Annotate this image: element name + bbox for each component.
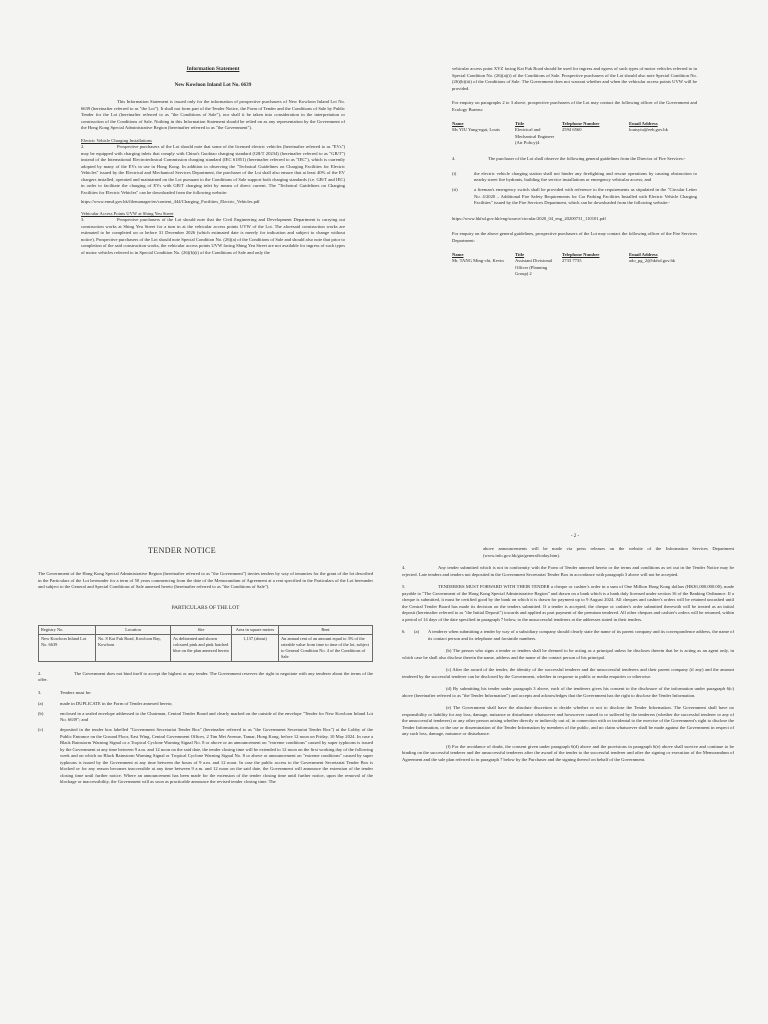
para-number: 2.	[38, 670, 42, 676]
item-text: deposited in the tender box labelled "Government Secretariat Tender Box" (hereinafter referred to as "the Government Secretariat Tender Box") at the Lobby of the Public Entrance on the Ground Floor, East Wing, Central Government Offices, 2 Tim Mei Avenue, Tamar, Hong Kong, before 12 noon on Friday, 10 May 2024. In case a Black Rainstorm Warning Signal or a Tropical Cyclone Warning Signal No. 8 or above or an announcement on "extreme conditions" caused by super typhoons is issued by the Government at any time between 9 a.m. and 12 noon on the said date, the tender closing time will be extended to 12 noon on the first working day of the following week and on which no Black Rainstorm Warning Signal or Tropical Cyclone Warning Signal No. 8 or above or announcement on "extreme conditions" caused by super typhoons is issued by the Government at any time between the hours of 9 a.m. and 12 noon. In case the public access to the Government Secretariat Tender Box is blocked or for any reason becomes inaccessible at any time between 9 a.m. and 12 noon on the said date, the Government will announce the extension of the tender closing time until further notice. Where an announcement has been made for the extension of the tender closing time until further notice, upon the removal of the blockage or inaccessibility, the Government will as soon as practicable announce the revised tender closing time. The	[60, 727, 373, 785]
item-number: (b)	[446, 648, 452, 653]
item-text: enclosed in a sealed envelope addressed to the Chairman, Central Tender Board and clearly marked on the outside of the envelope "Tender for New Kowloon Inland Lot No. 6639"; and	[60, 710, 373, 723]
item-number: (e)	[446, 705, 452, 710]
col-site: Site	[171, 625, 232, 634]
para-number: 4.	[402, 565, 406, 570]
col-email: Email Address	[629, 121, 658, 126]
top-para-2	[81, 144, 345, 196]
contact-name: Mr. TANG Ming-chi, Kevin	[452, 258, 504, 264]
access-continued: vehicular access point XYZ facing Kai Fuk Road should be used for ingress and egress of such types of motor vehicles referred to in Special Condition No. (26)(a)(i) of the Conditions of Sale. Prospective purchasers of the Lot should also note Special Condition No. (26)(b)(iii) of the Conditions of Sale. The Government does not warrant whether and when the vehicular access points UVW will be provided.	[452, 66, 697, 91]
col-name: Name	[452, 121, 464, 126]
bottom-right-page	[402, 546, 734, 1024]
top-para-4	[452, 156, 697, 163]
top-sheet	[0, 0, 768, 500]
para-text: TENDERERS MUST FORWARD WITH THEIR TENDER a cheque or cashier's order in a sum of One Million Hong Kong dollars (HK$1,000,000.00), made payable to "The Government of the Hong Kong Special Administrative Region" and drawn on a bank which is a bank duly licensed under section 16 of the Banking Ordinance. If a cheque is submitted, it must be certified good by the bank on which it is drawn for payment up to 9 August 2024. All cheques and cashier's orders will be retained uncashed until the Central Tender Board has made its decision on the tenders submitted. If a tender is accepted, the cheque or cashier's order submitted therewith will be treated as an initial deposit (hereinafter referred to as "the Initial Deposit") towards and applied as part payment of the premium tendered. All other cheques and cashier's orders will be returned, within a period of 14 days of the date specified in paragraph 7 below, to the unsuccessful tenderers at the addresses stated in their tenders.	[402, 584, 734, 622]
site-cell: As delineated and shown coloured pink and pink hatched blue on the plan annexed hereto	[171, 634, 232, 661]
guideline-ii	[452, 187, 697, 207]
contact-title: Electrical and Mechanical Engineer (Air Policy)4	[515, 127, 555, 145]
tender-notice-title: TENDER NOTICE	[148, 546, 217, 555]
info-statement-subtitle: New Kowloon Inland Lot No. 6639	[174, 82, 252, 88]
item-number: (ii)	[452, 187, 458, 193]
bottom-para-6a	[402, 629, 734, 642]
table-row	[452, 127, 697, 146]
emsd-link[interactable]: https://www.emsd.gov.hk/filemanager/en/content_444/Charging_Facilities_Electric_Vehicles.pdf	[81, 199, 260, 205]
col-title: Title	[515, 121, 525, 126]
item-number: (c)	[38, 727, 44, 733]
top-right-page	[452, 66, 697, 500]
page-number: - 2 -	[570, 534, 580, 539]
bottom-para-2	[38, 671, 373, 684]
para-6f	[402, 744, 734, 764]
para-number: 5.	[402, 584, 406, 589]
lot-particulars-table	[38, 625, 373, 662]
tender-intro: The Government of the Hong Kong Special Administrative Region (hereinafter referred to as "the Government") invites tenders by way of tenancies for the grant of the lot described in the Particulars of the Lot hereunder for a term of 50 years commencing from the date of the Memorandum of Agreement at a rent specified in the Particulars of the Lot hereunder and subject to the General and Special Conditions of Sale annexed hereto (hereinafter referred to as "the Conditions of Sale").	[38, 571, 373, 589]
bottom-left-page	[38, 546, 373, 1024]
access-heading: Vehicular Access Points UVW at Shing Yeu Street	[81, 210, 174, 216]
tender-item-c	[38, 727, 373, 786]
para-number: 2.	[81, 144, 85, 149]
guideline-i	[452, 171, 697, 184]
col-registry: Registry No.	[39, 625, 96, 634]
col-email: Email Address	[629, 252, 658, 258]
para-6b	[402, 648, 734, 661]
item-text: made in DUPLICATE in the Form of Tender annexed hereto;	[60, 701, 173, 706]
col-location: Location	[96, 625, 171, 634]
area-cell: 1,137 (about)	[232, 634, 279, 661]
bottom-para-5	[402, 584, 734, 623]
rent-cell: An annual rent of an amount equal to 3% of the rateable value from time to time of the lot, subject to General Condition No. 4 of the Conditions of Sale	[279, 634, 373, 661]
para-number: 3.	[81, 217, 85, 223]
top-left-page	[81, 66, 345, 500]
top-para-3	[81, 217, 345, 256]
tender-item-a	[38, 701, 373, 708]
contact-email[interactable]: ado_pg_2@hkfsd.gov.hk	[629, 258, 676, 264]
para-text: Prospective purchasers of the Lot should note that some of the licensed electric vehicles (hereinafter referred to as "EVs") may be equipped with charging inlets that comply with China's Guobiao charging standard (GB/T 20234) (hereinafter referred to as "GB/T") instead of the International Electrotechnical Commission charging standard (IEC 61851) (hereinafter referred to as "IEC"), which is currently adopted by many of the EVs in use in Hong Kong. In addition to observing the "Technical Guidelines on Charging Facilities for Electric Vehicles" issued by the Electrical and Mechanical Services Department, the purchaser of the Lot shall also ensure that at least 40% of the EV chargers installed, operated and maintained on the Lot pursuant to the Conditions of Sale support both charging standards (i.e. GB/T and IEC) in order to facilitate the charging of EVs with GB/T charging inlet by means of direct current. The "Technical Guidelines on Charging Facilities for Electric Vehicles" can be downloaded from the following website:	[81, 144, 345, 195]
para-6e	[402, 705, 734, 738]
item-number: (c)	[446, 667, 452, 672]
bottom-para-3	[38, 690, 373, 697]
item-text: The person who signs a tender or tenders shall be deemed to be acting as a principal unless he discloses therein that he is acting as an agent only, in which case he shall also disclose therein the name, address and the name of the contact person of his principal.	[402, 648, 734, 660]
fsd-contact-table	[452, 252, 697, 277]
bottom-sheet	[0, 500, 768, 1024]
para-text: The purchaser of the Lot shall observe the following general guidelines from the Director of Fire Services:-	[488, 156, 686, 162]
item-text: After the award of the tender, the identity of the successful tenderer and the unsuccessful tenderers and their parent company (if any) and the amount tendered by the successful tenderer can be disclosed by the Government, whether in response to public or media enquiries or otherwise.	[402, 667, 734, 679]
para-6c	[402, 667, 734, 680]
item-text: a fireman's emergency switch shall be provided with reference to the requirements as stipulated in the "Circular Letter No. 4/2020 – Additional Fire Safety Requirements for Car Parking Facilities Installed with Electric Vehicle Charging Facilities" issued by the Fire Services Department, which can be downloaded from the following website:-	[474, 187, 697, 206]
table-row	[39, 634, 373, 661]
col-tel: Telephone Number	[562, 252, 600, 258]
fsd-link[interactable]: https://www.hkfsd.gov.hk/eng/source/circular/2020_04_eng_20200731_110101.pdf	[452, 215, 606, 221]
item-text: By submitting his tender under paragraph 3 above, each of the tenderers gives his consent to the disclosure of the information under paragraph 6(c) above (hereinafter referred to as "the Tender Information") and accepts and acknowledges that the Government has the right to disclose the Tender Information.	[402, 686, 734, 698]
bottom-para-4	[402, 565, 734, 578]
contact-tel: 2733 7735	[562, 258, 582, 264]
col-title: Title	[515, 252, 525, 258]
item-number: (d)	[446, 686, 452, 691]
col-rent: Rent	[279, 625, 373, 634]
eeb-contact-table	[452, 121, 697, 146]
item-number: (i)	[452, 170, 457, 176]
item-number: (a)	[38, 701, 44, 706]
contact-tel: 2594 6560	[562, 127, 582, 133]
info-intro: This Information Statement is issued only for the information of prospective purchasers of New Kowloon Inland Lot No. 6639 (hereinafter referred to as "the Lot"). It shall not form part of the Tender Notice, the Form of Tender and the Conditions of Sale by Public Tender for the Lot (hereinafter referred to as "the Conditions of Sale"), nor shall it be taken into consideration in the interpretation or construction of the Conditions of Sale. Nothing in this Information Statement should be relied on as any representation by the Government of the Hong Kong Special Administrative Region (hereinafter referred to as "the Government").	[81, 99, 345, 130]
para-text: Any tender submitted which is not in conformity with the Form of Tender annexed hereto or the terms and conditions as set out in the Tender Notice may be rejected. Late tenders and tenders not deposited in the Government Secretariat Tender Box in accordance with paragraph 3 above will not be accepted.	[402, 565, 734, 577]
enquiry-eeb: For enquiry on paragraphs 2 to 3 above, prospective purchasers of the Lot may contact the following officer of the Government and Ecology Bureau:	[452, 100, 697, 112]
para-number: 3.	[38, 689, 42, 695]
tender-item-b	[38, 711, 373, 724]
announcement-continued: above announcements will be made via press releases on the website of the Information Services Department (www.info.gov.hk/gia/general/today.htm).	[483, 546, 734, 558]
item-number: (a)	[414, 629, 420, 634]
contact-email[interactable]: louisyiu@eeb.gov.hk	[629, 127, 668, 133]
col-tel: Telephone Number	[562, 121, 600, 126]
info-statement-title: Information Statement	[186, 66, 240, 72]
para-text: The Government does not bind itself to accept the highest or any tender. The Government reserves the right to negotiate with any tenderer about the terms of the offer.	[38, 670, 373, 682]
col-name: Name	[452, 252, 464, 258]
para-text: Tenders must be:	[60, 689, 92, 695]
item-number: (b)	[38, 710, 44, 716]
particulars-heading: PARTICULARS OF THE LOT	[171, 604, 240, 611]
enquiry-fsd: For enquiry on the above general guidelines, prospective purchasers of the Lot may contact the following officer of the Fire Services Department:	[452, 231, 697, 243]
para-number: 6.	[402, 629, 406, 634]
table-row	[452, 258, 697, 277]
para-number: 4.	[452, 156, 456, 162]
para-6d	[402, 686, 734, 699]
ev-heading: Electric Vehicle Charging Installations	[81, 137, 152, 143]
item-text: For the avoidance of doubt, the consent given under paragraph 6(d) above and the provisions in paragraph 6(e) above shall survive and continue to be binding on the successful tenderer and the unsuccessful tenderers after the award of the tender to the successful tenderer and after the signing or execution of the Memorandum of Agreement and the sale plan referred to in paragraph 7 below by the Purchaser and the signing thereof on behalf of the Government.	[402, 743, 734, 762]
col-area: Area in square metres	[232, 625, 279, 634]
contact-title: Assistant Divisional Officer (Planning Group) 2	[515, 258, 553, 276]
item-number: (f)	[446, 743, 451, 749]
table-header-row	[39, 625, 373, 634]
contact-name: Ms YIU Yung-ngai, Louis	[452, 127, 500, 133]
item-text: the electric vehicle charging station shall not hinder any firefighting and rescue operations by causing obstruction to nearby street fire hydrants, building fire service installations or emergency vehicular access; and	[474, 170, 697, 183]
item-text: The Government shall have the absolute discretion to decide whether or not to disclose the Tender Information. The Government shall have no responsibility or liability for any loss, damage, nuisance or disturbance whatsoever and howsoever caused to or suffered by the tenderers (whether the successful tenderer or any of the unsuccessful tenderers) or any other person arising whether directly or indirectly out of, in connection with or incidental to the exercise of the Government's right to disclose the Tender Information, or the use or dissemination of the Tender Information by members of the public, and no claim whatsoever shall be made against the Government in respect of any such loss, damage, nuisance or disturbance.	[402, 705, 734, 736]
item-text: A tenderer when submitting a tender by way of a subsidiary company should clearly state the name of its parent company and its correspondence address, the name of its contact person and its telephone and facsimile numbers.	[428, 629, 734, 641]
para-text: Prospective purchasers of the Lot should note that the Civil Engineering and Development Department is carrying out construction works at Shing Yeu Street for a turn in at the vehicular access points UVW of the Lot. The aforesaid construction works are estimated to be completed on or before 31 December 2026 (which estimated date is merely for indication and subject to change without notice). Prospective purchasers of the Lot should note Special Condition No. (26)(a) of the Conditions of Sale and should also note that prior to completion of the said construction works, the vehicular access points UVW facing Shing Yeu Street are not available for ingress of such types of motor vehicles referred to in Special Condition No. (26)(b)(i) of the Conditions of Sale and only the	[81, 217, 345, 255]
location-cell: No. 8 Kai Fuk Road, Kowloon Bay, Kowloon	[96, 634, 171, 661]
registry-cell: New Kowloon Inland Lot No. 6639	[39, 634, 96, 661]
